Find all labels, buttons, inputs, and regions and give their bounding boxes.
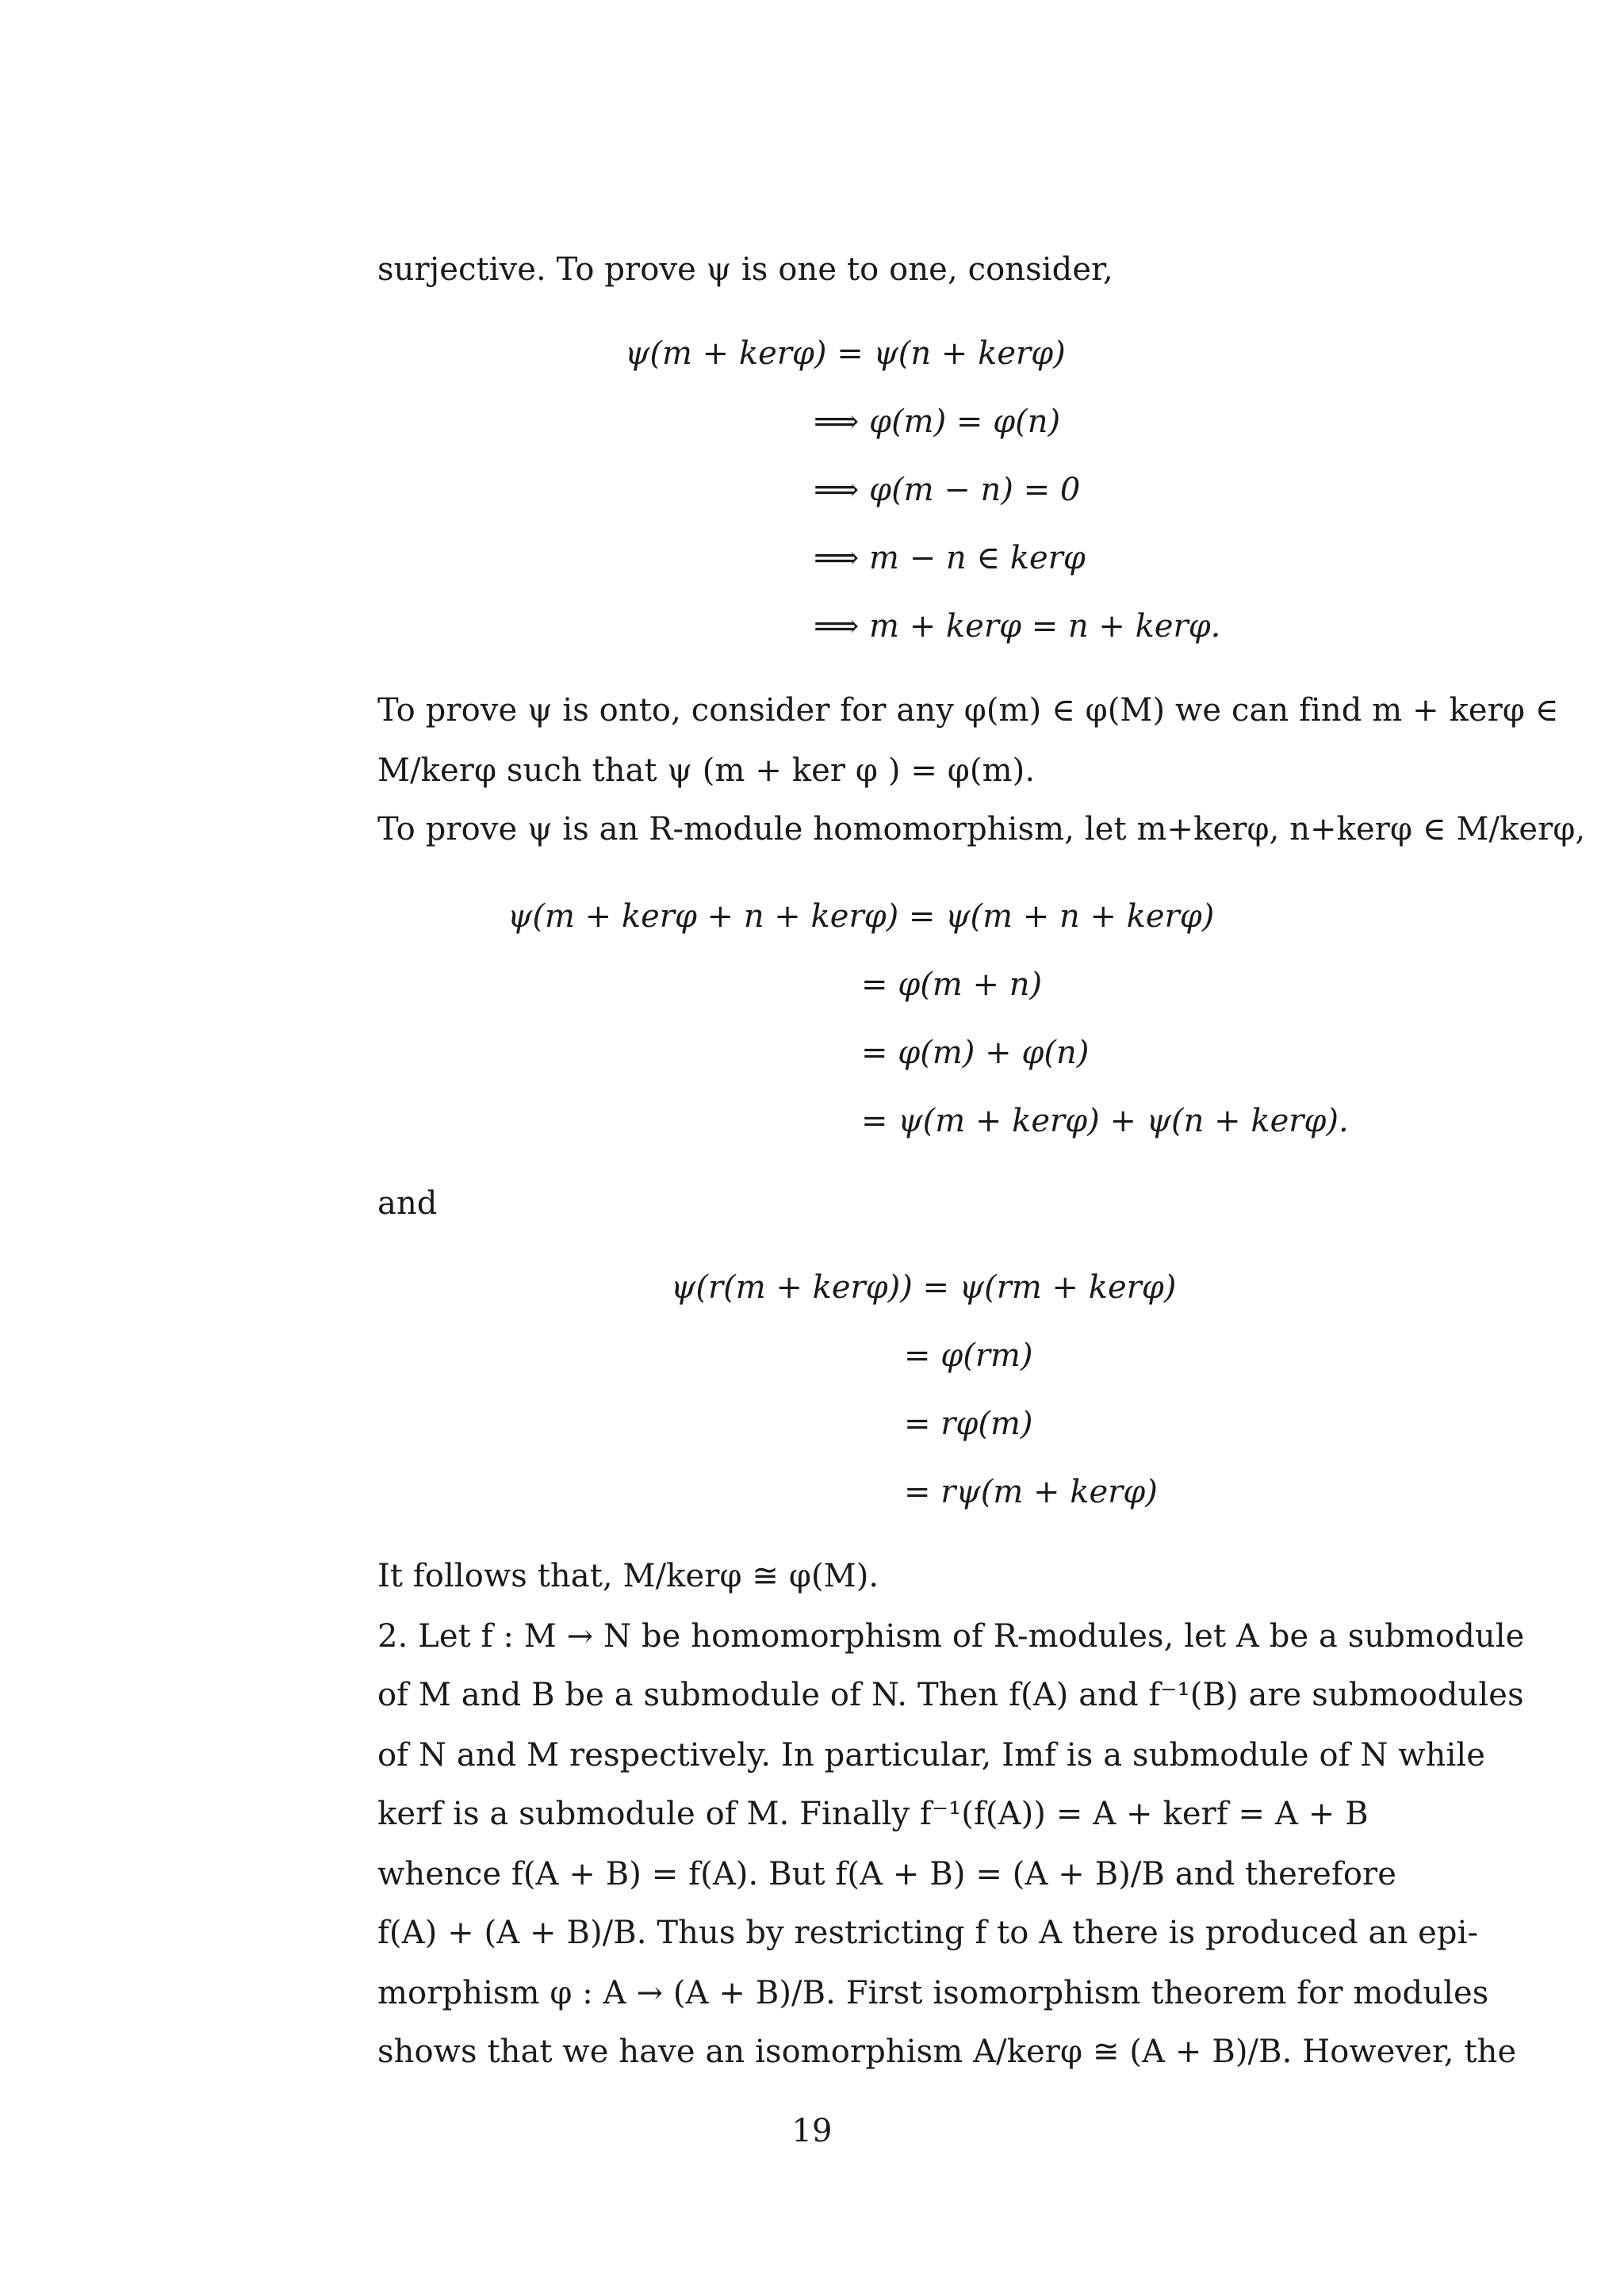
para2-line-4: kerf is a submodule of M. Finally f⁻¹(f(A)) = A + kerf = A + B <box>377 1796 1369 1832</box>
equation-additive-line-1: ψ(m + kerφ + n + kerφ) = ψ(m + n + kerφ) <box>508 898 1215 935</box>
equation-injective-line-1: ψ(m + kerφ) = ψ(n + kerφ) <box>625 335 1066 372</box>
equation-injective-line-4: ⟹ m − n ∈ kerφ <box>814 540 1086 576</box>
equation-additive-line-3: = φ(m) + φ(n) <box>861 1035 1090 1071</box>
onto-line-1: To prove ψ is onto, consider for any φ(m) ∈ φ(M) we can find m + kerφ ∈ <box>377 692 1559 729</box>
intro-line: surjective. To prove ψ is one to one, consider, <box>377 251 1113 288</box>
para2-line-3: of N and M respectively. In particular, Imf is a submodule of N while <box>377 1737 1486 1774</box>
equation-injective-line-5: ⟹ m + kerφ = n + kerφ. <box>814 608 1221 645</box>
equation-scalar-line-1: ψ(r(m + kerφ)) = ψ(rm + kerφ) <box>671 1269 1177 1306</box>
para2-line-6: f(A) + (A + B)/B. Thus by restricting f to A there is produced an epi- <box>377 1915 1479 1951</box>
homomorphism-line: To prove ψ is an R-module homomorphism, let m+kerφ, n+kerφ ∈ M/kerφ, <box>377 811 1586 848</box>
page-number: 19 <box>791 2113 833 2149</box>
equation-scalar-line-2: = φ(rm) <box>904 1337 1033 1374</box>
equation-injective-line-2: ⟹ φ(m) = φ(n) <box>814 404 1061 440</box>
para2-line-2: of M and B be a submodule of N. Then f(A) and f⁻¹(B) are submoodules <box>377 1677 1524 1713</box>
para2-line-1: 2. Let f : M → N be homomorphism of R-modules, let A be a submodule <box>377 1618 1525 1655</box>
equation-injective-line-3: ⟹ φ(m − n) = 0 <box>814 472 1081 508</box>
equation-additive-line-2: = φ(m + n) <box>861 966 1043 1003</box>
para2-line-7: morphism φ : A → (A + B)/B. First isomorphism theorem for modules <box>377 1975 1489 2011</box>
onto-line-2: M/kerφ such that ψ (m + ker φ ) = φ(m). <box>377 752 1036 789</box>
equation-additive-line-4: = ψ(m + kerφ) + ψ(n + kerφ). <box>861 1103 1349 1139</box>
and-word: and <box>377 1185 438 1222</box>
para2-line-8: shows that we have an isomorphism A/kerφ ≅ (A + B)/B. However, the <box>377 2034 1517 2070</box>
para2-line-5: whence f(A + B) = f(A). But f(A + B) = (A + B)/B and therefore <box>377 1856 1397 1892</box>
follows-line: It follows that, M/kerφ ≅ φ(M). <box>377 1558 879 1594</box>
equation-scalar-line-3: = rφ(m) <box>904 1406 1033 1442</box>
equation-scalar-line-4: = rψ(m + kerφ) <box>904 1474 1158 1510</box>
